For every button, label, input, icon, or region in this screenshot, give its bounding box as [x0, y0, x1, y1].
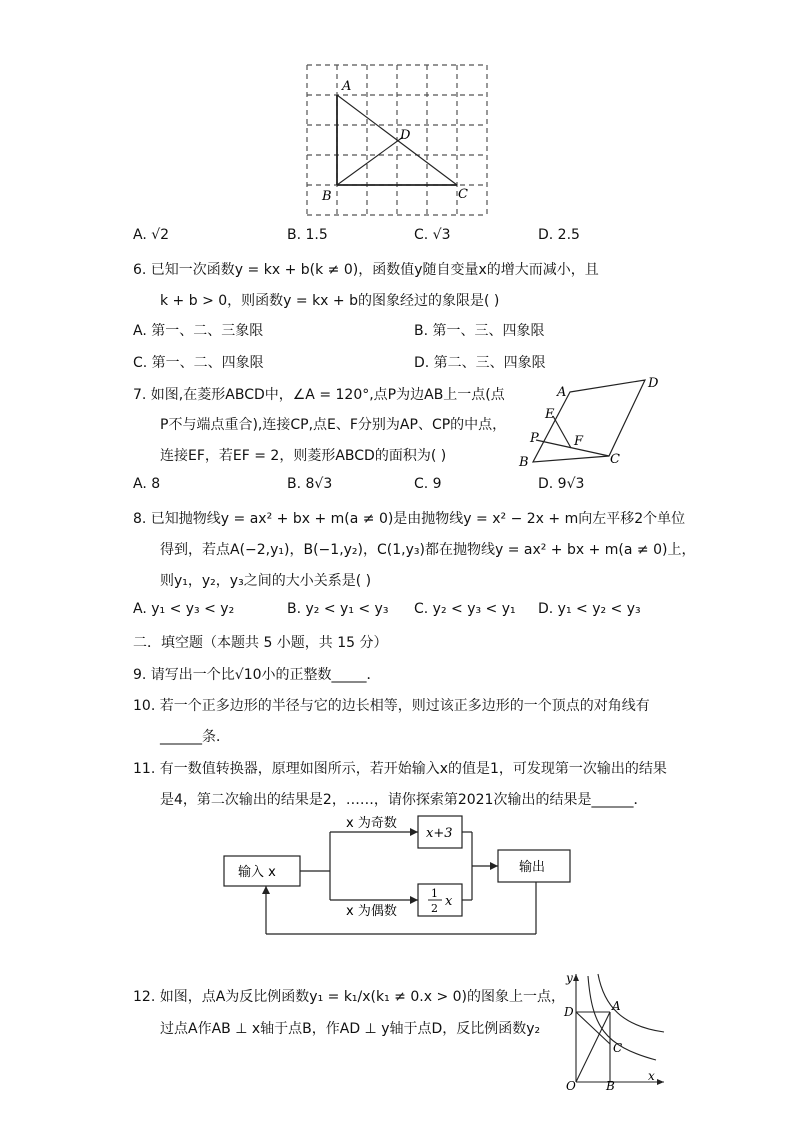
q11-odd-label: x 为奇数 — [346, 816, 397, 831]
q5-option-d[interactable]: D. 2.5 — [538, 227, 580, 243]
q12-line-2: 过点A作AB ⊥ x轴于点B，作AD ⊥ y轴于点D，反比例函数y₂ — [160, 1021, 541, 1037]
q6-option-c[interactable]: C. 第一、二、四象限 — [133, 355, 264, 371]
q10-line-2: ______条． — [160, 729, 230, 745]
q6-option-d[interactable]: D. 第二、三、四象限 — [414, 355, 546, 371]
q11-op-odd: x+3 — [426, 826, 453, 841]
q11-line-1: 11. 有一数值转换器，原理如图所示，若开始输入x的值是1，可发现第一次输出的结果 — [133, 761, 667, 777]
q7-label-d: D — [648, 376, 659, 391]
q7-option-d[interactable]: D. 9√3 — [538, 476, 585, 492]
section-2-heading: 二．填空题（本题共 5 小题，共 15 分） — [133, 635, 388, 651]
q6-options-row-1 — [0, 320, 794, 340]
q7-label-c: C — [610, 452, 620, 467]
q8-option-a[interactable]: A. y₁ < y₃ < y₂ — [133, 601, 235, 617]
q7-line-1: 7. 如图,在菱形ABCD中，∠A = 120°,点P为边AB上一点(点 — [133, 387, 505, 403]
q7-option-b[interactable]: B. 8√3 — [287, 476, 333, 492]
q12-label-x: x — [648, 1069, 655, 1083]
q11-line-2: 是4，第二次输出的结果是2，……，请你探索第2021次输出的结果是______． — [160, 792, 648, 808]
q11-even-label: x 为偶数 — [346, 904, 397, 919]
q6-option-a[interactable]: A. 第一、二、三象限 — [133, 323, 264, 339]
q8-options — [0, 601, 794, 621]
q7-option-a[interactable]: A. 8 — [133, 476, 161, 492]
q6-option-b[interactable]: B. 第一、三、四象限 — [414, 323, 545, 339]
q7-option-c[interactable]: C. 9 — [414, 476, 442, 492]
q5-label-d: D — [400, 128, 411, 143]
q11-op-even-var: x — [445, 894, 453, 909]
q8-option-b[interactable]: B. y₂ < y₁ < y₃ — [287, 601, 389, 617]
q12-label-c: C — [613, 1041, 623, 1055]
q12-label-o: O — [566, 1079, 576, 1092]
q5-grid-figure — [300, 58, 495, 220]
q7-label-f: F — [574, 434, 584, 449]
q5-option-a[interactable]: A. √2 — [133, 227, 170, 243]
q11-input-label: 输入 x — [238, 865, 276, 880]
q6-line-1: 6. 已知一次函数y = kx + b(k ≠ 0)，函数值y随自变量x的增大而减小，且 — [133, 262, 599, 278]
q6-line-2: k + b > 0，则函数y = kx + b的图象经过的象限是( ) — [160, 293, 500, 309]
q7-label-p: P — [530, 431, 539, 446]
q11-op-even-num: 1 — [431, 887, 438, 900]
q11-op-even-den: 2 — [431, 902, 438, 915]
q6-options-row-2 — [0, 352, 794, 372]
q8-line-2: 得到，若点A(−2,y₁)，B(−1,y₂)，C(1,y₃)都在抛物线y = ax² + bx + m(a ≠ 0)上， — [160, 542, 696, 558]
q5-option-c[interactable]: C. √3 — [414, 227, 451, 243]
q12-line-1: 12. 如图，点A为反比例函数y₁ = k₁/x(k₁ ≠ 0.x > 0)的图象上一点， — [133, 989, 565, 1005]
q12-label-b: B — [606, 1079, 615, 1092]
q7-line-2: P不与端点重合),连接CP,点E、F分别为AP、CP的中点， — [160, 417, 507, 433]
q7-label-e: E — [545, 407, 555, 422]
q12-label-a: A — [612, 999, 621, 1013]
q12-label-y: y — [566, 971, 573, 985]
q11-output-label: 输出 — [519, 860, 546, 875]
q8-option-d[interactable]: D. y₁ < y₂ < y₃ — [538, 601, 641, 617]
q11-flowchart — [220, 812, 580, 940]
q9-text: 9. 请写出一个比√10小的正整数_____． — [133, 667, 381, 683]
q12-label-d: D — [564, 1005, 574, 1019]
q8-line-3: 则y₁，y₂，y₃之间的大小关系是( ) — [160, 573, 372, 589]
q8-option-c[interactable]: C. y₂ < y₃ < y₁ — [414, 601, 516, 617]
q5-label-b: B — [322, 189, 332, 204]
q7-label-a: A — [557, 385, 567, 400]
q10-line-1: 10. 若一个正多边形的半径与它的边长相等，则过该正多边形的一个顶点的对角线有 — [133, 698, 650, 714]
q7-options — [0, 476, 794, 496]
q5-options — [0, 227, 794, 247]
q8-line-1: 8. 已知抛物线y = ax² + bx + m(a ≠ 0)是由抛物线y = x² − 2x + m向左平移2个单位 — [133, 511, 686, 527]
q5-label-c: C — [458, 187, 468, 202]
q5-label-a: A — [342, 79, 352, 94]
q7-line-3: 连接EF，若EF = 2，则菱形ABCD的面积为( ) — [160, 448, 447, 464]
q5-option-b[interactable]: B. 1.5 — [287, 227, 328, 243]
q7-label-b: B — [519, 455, 529, 470]
q7-rhombus-figure — [515, 372, 665, 472]
q12-figure — [552, 966, 672, 1092]
